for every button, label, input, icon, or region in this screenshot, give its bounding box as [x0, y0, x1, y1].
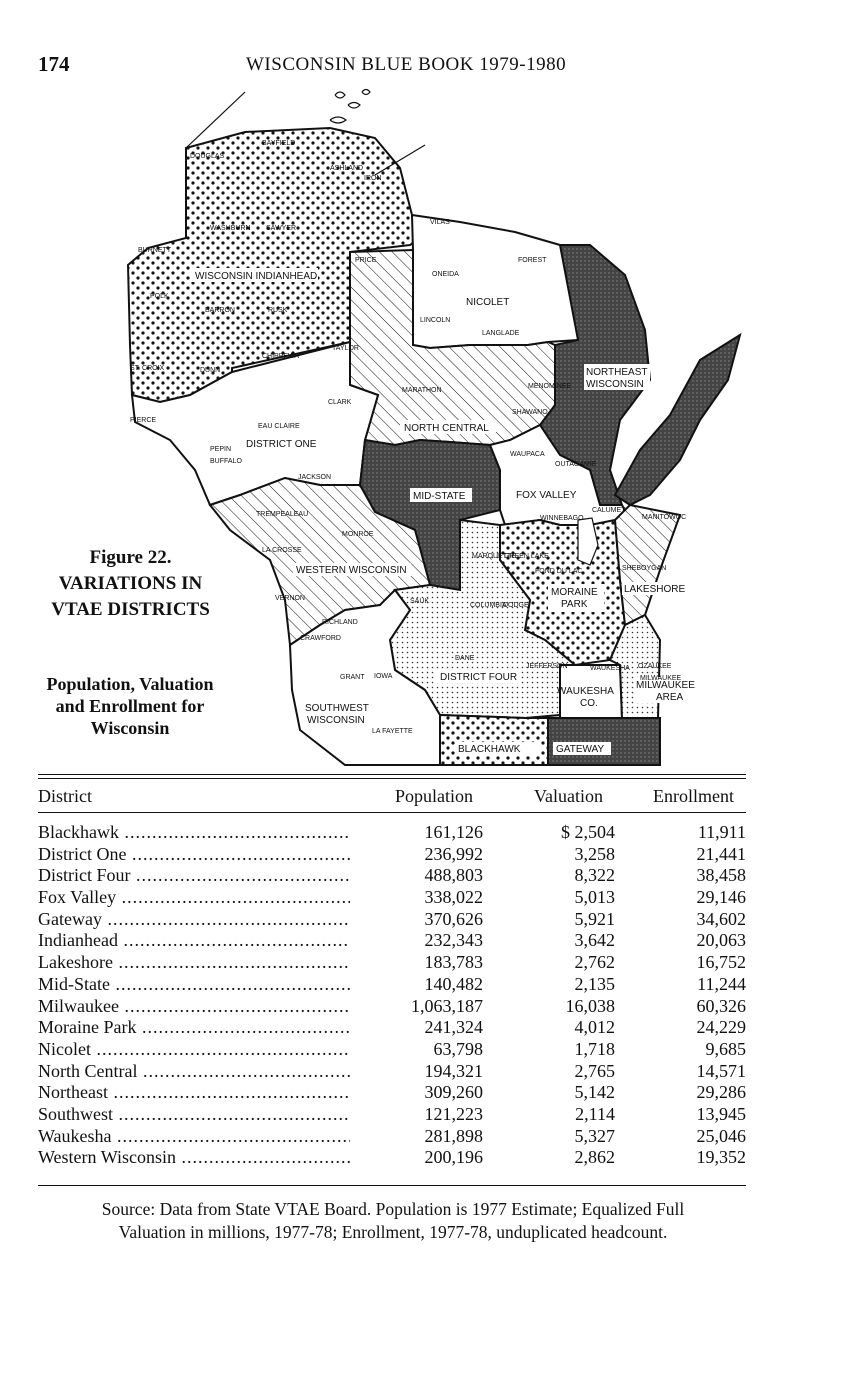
- figure-title-line1: VARIATIONS IN: [58, 573, 203, 594]
- county-label: FOREST: [518, 257, 547, 264]
- county-label: OZAUKEE: [638, 663, 672, 670]
- county-label: MANITOWOC: [642, 514, 687, 521]
- population-cell: 281,898: [368, 1126, 483, 1148]
- district-cell: Gateway .....: [38, 909, 350, 931]
- county-label: TAYLOR: [332, 345, 359, 352]
- source-line2: Valuation in millions, 1977-78; Enrollment, 1977-78, unduplicated headcount.: [118, 1222, 668, 1242]
- page-number: 174: [38, 52, 70, 76]
- valuation-cell: 3,642: [574, 930, 615, 951]
- subtitle-line2: and Enrollment for: [55, 696, 205, 716]
- valuation-cell: 5,142: [574, 1082, 615, 1103]
- county-label: SAUK: [410, 598, 430, 605]
- label-waukesha-2: CO.: [580, 698, 598, 709]
- county-label: SHAWANO: [512, 409, 548, 416]
- label-northeast-2: WISCONSIN: [586, 379, 644, 390]
- label-indianhead: WISCONSIN INDIANHEAD: [195, 271, 318, 282]
- county-label: MENOMINEE: [528, 383, 572, 390]
- enrollment-cell: 11,911: [697, 822, 746, 842]
- district-cell: North Central .....: [38, 1061, 350, 1083]
- population-cell: 183,783: [368, 952, 483, 974]
- county-label: GREEN LAKE: [504, 553, 549, 560]
- district-cell: Northeast .....: [38, 1082, 350, 1104]
- district-cell: Western Wisconsin .....: [38, 1147, 350, 1169]
- county-label: ST. CROIX: [130, 365, 165, 372]
- county-label: MARATHON: [402, 387, 442, 394]
- label-northeast-1: NORTHEAST: [586, 367, 648, 378]
- enrollment-cell: 9,685: [705, 1038, 746, 1059]
- source-note: [38, 1198, 748, 1244]
- table-row: [38, 1082, 746, 1104]
- county-label: VILAS: [430, 219, 450, 226]
- district-table: [38, 786, 746, 1169]
- county-label: GRANT: [340, 674, 365, 681]
- table-top-rule: [38, 774, 746, 775]
- valuation-cell: 3,258: [574, 843, 615, 864]
- table-row: [38, 865, 746, 887]
- table-row: [38, 1061, 746, 1083]
- valuation-cell: 2,135: [574, 973, 615, 994]
- valuation-cell: 2,762: [574, 952, 615, 973]
- district-cell: District Four .....: [38, 865, 350, 887]
- county-label: BAYFIELD: [262, 140, 296, 147]
- label-gateway: GATEWAY: [556, 744, 605, 755]
- district-cell: Southwest .....: [38, 1104, 350, 1126]
- county-label: CALUMET: [592, 507, 626, 514]
- county-label: DANE: [455, 655, 475, 662]
- enrollment-cell: 16,752: [696, 952, 746, 973]
- label-fox-valley: FOX VALLEY: [516, 490, 577, 501]
- table-row: [38, 996, 746, 1018]
- label-nicolet: NICOLET: [466, 297, 510, 308]
- population-cell: 1,063,187: [368, 996, 483, 1018]
- region-nicolet: [412, 215, 578, 348]
- region-blackhawk: [440, 715, 548, 765]
- label-southwest-2: WISCONSIN: [307, 715, 365, 726]
- county-label: JEFFERSON: [526, 663, 568, 670]
- label-moraine-1: MORAINE: [551, 587, 598, 598]
- population-cell: 121,223: [368, 1104, 483, 1126]
- valuation-cell: 16,038: [565, 995, 615, 1016]
- table-row: [38, 1104, 746, 1126]
- subtitle-line1: Population, Valuation: [46, 674, 214, 694]
- population-cell: 194,321: [368, 1061, 483, 1083]
- table-row: [38, 930, 746, 952]
- population-cell: 140,482: [368, 974, 483, 996]
- label-district-four: DISTRICT FOUR: [440, 672, 518, 683]
- county-label: DUNN: [200, 367, 221, 374]
- county-label: PIERCE: [130, 417, 157, 424]
- table-row: [38, 974, 746, 996]
- county-label: MONROE: [342, 531, 374, 538]
- population-cell: 309,260: [368, 1082, 483, 1104]
- enrollment-cell: 25,046: [696, 1125, 746, 1146]
- table-row: [38, 1017, 746, 1039]
- county-label: WAUPACA: [510, 451, 545, 458]
- county-label: OUTAGAMIE: [555, 461, 597, 468]
- county-label: CHIPPEWA: [262, 353, 300, 360]
- valuation-cell: 2,114: [575, 1103, 615, 1124]
- population-cell: 241,324: [368, 1017, 483, 1039]
- county-label: BURNETT: [138, 247, 172, 254]
- district-cell: Blackhawk .....: [38, 822, 350, 844]
- county-label: TREMPEALEAU: [256, 511, 309, 518]
- county-label: WASHBURN: [210, 225, 251, 232]
- table-header-rule: [38, 812, 746, 813]
- county-label: EAU CLAIRE: [258, 423, 300, 430]
- figure-title-line2: VTAE DISTRICTS: [51, 599, 210, 620]
- label-moraine-2: PARK: [561, 599, 588, 610]
- county-label: CRAWFORD: [300, 635, 341, 642]
- population-cell: 338,022: [368, 887, 483, 909]
- county-label: PEPIN: [210, 446, 232, 453]
- enrollment-cell: 13,945: [696, 1103, 746, 1124]
- population-cell: 370,626: [368, 909, 483, 931]
- county-label: MARQUETTE: [472, 553, 516, 560]
- valuation-cell: 1,718: [574, 1038, 615, 1059]
- header-population: Population: [395, 786, 474, 806]
- county-label: FOND DU LAC: [535, 568, 583, 575]
- district-cell: Nicolet .....: [38, 1039, 350, 1061]
- county-label: RUSK: [268, 307, 288, 314]
- subtitle-line3: Wisconsin: [90, 718, 170, 738]
- district-cell: Indianhead .....: [38, 930, 350, 952]
- district-cell: Moraine Park .....: [38, 1017, 350, 1039]
- label-blackhawk: BLACKHAWK: [458, 744, 521, 755]
- enrollment-cell: 19,352: [696, 1147, 746, 1168]
- label-north-central: NORTH CENTRAL: [404, 423, 489, 434]
- district-cell: Fox Valley .....: [38, 887, 350, 909]
- valuation-cell: 5,013: [574, 887, 615, 908]
- enrollment-cell: 29,146: [696, 887, 746, 908]
- region-gateway: [548, 718, 660, 765]
- county-label: WAUKESHA: [590, 665, 630, 672]
- table-body: [38, 822, 746, 1169]
- county-label: COLUMBIA: [470, 602, 507, 609]
- source-line1: Source: Data from State VTAE Board. Population is 1977 Estimate; Equalized Full: [101, 1199, 685, 1219]
- district-cell: District One .....: [38, 844, 350, 866]
- population-cell: 232,343: [368, 930, 483, 952]
- table-top-rule-2: [38, 778, 746, 779]
- table-row: [38, 909, 746, 931]
- county-label: WINNEBAGO: [540, 515, 584, 522]
- label-lakeshore: LAKESHORE: [624, 584, 686, 595]
- population-cell: 488,803: [368, 865, 483, 887]
- enrollment-cell: 11,244: [697, 973, 746, 994]
- valuation-cell: 2,862: [574, 1147, 615, 1168]
- header-valuation: Valuation: [534, 786, 603, 806]
- label-milwaukee-1: MILWAUKEE: [636, 680, 695, 691]
- population-cell: 200,196: [368, 1147, 483, 1169]
- table-row: [38, 887, 746, 909]
- table-row: [38, 952, 746, 974]
- enrollment-cell: 38,458: [696, 865, 746, 886]
- enrollment-cell: 24,229: [696, 1017, 746, 1038]
- county-label: POLK: [150, 293, 169, 300]
- county-label: LA FAYETTE: [372, 728, 413, 735]
- table-header: [38, 786, 746, 812]
- table-row: [38, 1039, 746, 1061]
- valuation-cell: 4,012: [574, 1017, 615, 1038]
- population-cell: 161,126: [368, 822, 483, 844]
- county-label: ONEIDA: [432, 271, 459, 278]
- label-milwaukee-2: AREA: [656, 692, 684, 703]
- enrollment-cell: 20,063: [696, 930, 746, 951]
- district-cell: Waukesha .....: [38, 1126, 350, 1148]
- valuation-cell: 5,921: [574, 908, 615, 929]
- enrollment-cell: 60,326: [696, 995, 746, 1016]
- table-row: [38, 844, 746, 866]
- table-bottom-rule: [38, 1185, 746, 1186]
- population-cell: 63,798: [368, 1039, 483, 1061]
- valuation-cell: 2,765: [574, 1060, 615, 1081]
- district-cell: Lakeshore .....: [38, 952, 350, 974]
- county-label: SHEBOYGAN: [622, 565, 667, 572]
- population-cell: 236,992: [368, 844, 483, 866]
- county-label: RICHLAND: [322, 619, 358, 626]
- figure-number: Figure 22.: [89, 547, 172, 568]
- county-label: PRICE: [355, 257, 377, 264]
- enrollment-cell: 21,441: [696, 843, 746, 864]
- enrollment-cell: 29,286: [696, 1082, 746, 1103]
- header-enrollment: Enrollment: [653, 786, 734, 806]
- county-label: LA CROSSE: [262, 547, 302, 554]
- label-mid-state: MID-STATE: [413, 491, 466, 502]
- label-district-one: DISTRICT ONE: [246, 439, 317, 450]
- county-label: IOWA: [374, 673, 393, 680]
- table-row: [38, 822, 746, 844]
- figure-subtitle: [35, 673, 225, 739]
- figure-caption: [38, 545, 223, 623]
- county-label: ASHLAND: [330, 165, 364, 172]
- running-head: WISCONSIN BLUE BOOK 1979-1980: [246, 54, 567, 75]
- valuation-cell: 5,327: [574, 1125, 615, 1146]
- county-label: MILWAUKEE: [640, 675, 682, 682]
- county-label: IRON: [364, 175, 382, 182]
- valuation-cell: 8,322: [574, 865, 615, 886]
- table-row: [38, 1147, 746, 1169]
- header-district: District: [38, 786, 92, 806]
- valuation-cell: $ 2,504: [561, 822, 615, 842]
- apostle-islands: [330, 90, 370, 124]
- label-western-wisconsin: WESTERN WISCONSIN: [296, 565, 407, 576]
- enrollment-cell: 14,571: [696, 1060, 746, 1081]
- county-label: LINCOLN: [420, 317, 451, 324]
- county-label: DODGE: [503, 602, 529, 609]
- district-cell: Milwaukee .....: [38, 996, 350, 1018]
- enrollment-cell: 34,602: [696, 908, 746, 929]
- district-cell: Mid-State .....: [38, 974, 350, 996]
- county-label: VERNON: [275, 595, 305, 602]
- label-southwest-1: SOUTHWEST: [305, 703, 369, 714]
- county-label: JACKSON: [298, 474, 332, 481]
- county-label: LANGLADE: [482, 330, 520, 337]
- county-label: BUFFALO: [210, 458, 242, 465]
- county-label: BARRON: [205, 307, 235, 314]
- table-row: [38, 1126, 746, 1148]
- county-label: DOUGLAS: [190, 153, 225, 160]
- label-waukesha-1: WAUKESHA: [557, 686, 614, 697]
- county-label: SAWYER: [266, 225, 297, 232]
- county-label: CLARK: [328, 399, 352, 406]
